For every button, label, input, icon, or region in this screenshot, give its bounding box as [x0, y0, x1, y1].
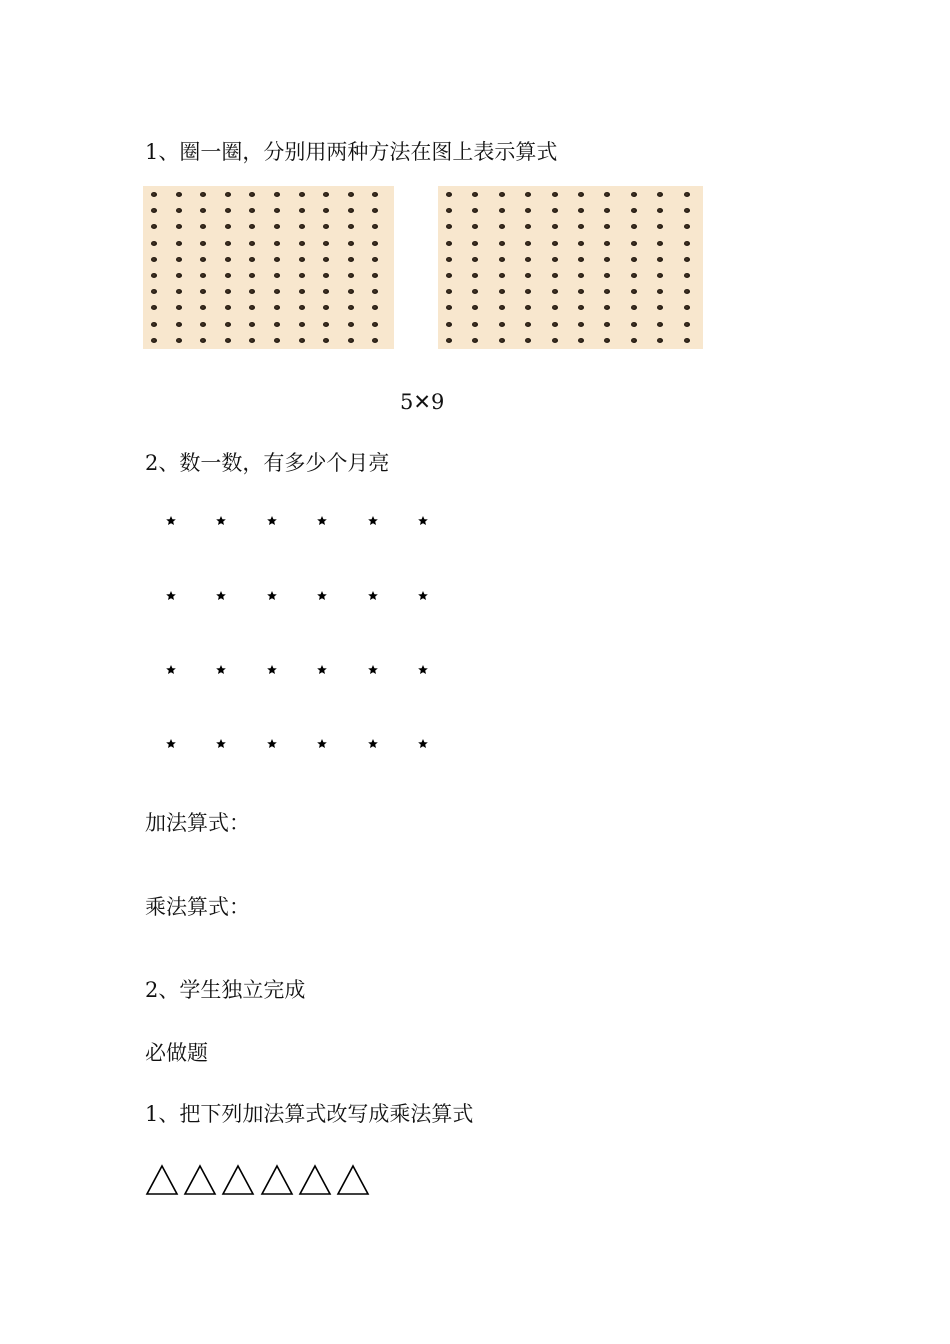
dot — [225, 322, 231, 327]
dot — [348, 208, 354, 213]
dot — [684, 289, 690, 294]
star-and-crescent-icon — [195, 502, 231, 538]
dot — [200, 273, 206, 278]
dot — [151, 224, 157, 229]
dot — [472, 208, 478, 213]
star-and-crescent-icon — [347, 651, 383, 687]
dot — [472, 241, 478, 246]
dot — [274, 322, 280, 327]
dot — [657, 208, 663, 213]
dot — [525, 208, 531, 213]
dot — [684, 192, 690, 197]
dot — [274, 241, 280, 246]
addition-label: 加法算式： — [145, 811, 250, 835]
star-and-crescent-icon — [246, 725, 282, 761]
dot — [604, 322, 610, 327]
dot — [200, 322, 206, 327]
dot — [249, 289, 255, 294]
dot — [446, 322, 452, 327]
dot — [578, 224, 584, 229]
dot — [604, 192, 610, 197]
dot — [151, 208, 157, 213]
star-and-crescent-icon — [347, 502, 383, 538]
dot — [578, 338, 584, 343]
dot — [176, 224, 182, 229]
star-and-crescent-icon — [145, 725, 181, 761]
dot — [631, 338, 637, 343]
dot — [631, 192, 637, 197]
dot — [525, 192, 531, 197]
dot — [323, 241, 329, 246]
dot — [604, 338, 610, 343]
dot — [604, 224, 610, 229]
dot — [578, 305, 584, 310]
dot — [151, 338, 157, 343]
dot — [578, 289, 584, 294]
dot — [249, 322, 255, 327]
dot — [684, 322, 690, 327]
dot — [552, 338, 558, 343]
dot — [372, 257, 378, 262]
dot — [151, 305, 157, 310]
dot — [499, 208, 505, 213]
star-and-crescent-icon — [296, 577, 332, 613]
dot — [176, 338, 182, 343]
dot — [323, 322, 329, 327]
triangle-outline-icon — [183, 1164, 217, 1196]
dot — [323, 289, 329, 294]
dot — [323, 257, 329, 262]
dot — [525, 273, 531, 278]
star-and-crescent-icon — [246, 502, 282, 538]
dot — [225, 273, 231, 278]
dot — [372, 241, 378, 246]
dot — [552, 289, 558, 294]
dot — [472, 322, 478, 327]
dot — [299, 224, 305, 229]
star-and-crescent-icon — [347, 725, 383, 761]
dot — [348, 224, 354, 229]
dot — [372, 289, 378, 294]
dot — [684, 305, 690, 310]
dot — [525, 322, 531, 327]
dot — [446, 241, 452, 246]
dot — [372, 192, 378, 197]
dot — [657, 273, 663, 278]
dot — [323, 338, 329, 343]
dot — [200, 224, 206, 229]
dot — [604, 257, 610, 262]
dot — [472, 273, 478, 278]
dot — [446, 338, 452, 343]
dot — [151, 322, 157, 327]
dot — [176, 208, 182, 213]
dot — [552, 192, 558, 197]
dot — [225, 192, 231, 197]
dot — [225, 289, 231, 294]
dot — [176, 322, 182, 327]
dot — [657, 338, 663, 343]
dot — [176, 273, 182, 278]
triangle-outline-icon — [260, 1164, 294, 1196]
dot — [372, 208, 378, 213]
dot — [151, 192, 157, 197]
dot — [249, 273, 255, 278]
dot — [151, 257, 157, 262]
dot — [249, 305, 255, 310]
dot — [274, 338, 280, 343]
dot — [348, 289, 354, 294]
dot — [472, 257, 478, 262]
dot — [249, 257, 255, 262]
dot — [299, 322, 305, 327]
dot — [525, 257, 531, 262]
dot — [299, 208, 305, 213]
dot — [631, 241, 637, 246]
dot — [472, 338, 478, 343]
dot — [578, 192, 584, 197]
dot — [323, 208, 329, 213]
dot — [348, 192, 354, 197]
dot — [151, 273, 157, 278]
dot — [299, 338, 305, 343]
dot — [684, 338, 690, 343]
triangle-outline-icon — [298, 1164, 332, 1196]
dot — [225, 257, 231, 262]
dot — [604, 289, 610, 294]
dot — [274, 273, 280, 278]
dot — [631, 322, 637, 327]
dot — [372, 338, 378, 343]
dot — [176, 241, 182, 246]
dot — [525, 338, 531, 343]
dot — [472, 192, 478, 197]
dot — [372, 273, 378, 278]
star-and-crescent-icon — [397, 651, 433, 687]
dot — [552, 273, 558, 278]
section1-title: 1、圈一圈，分别用两种方法在图上表示算式 — [145, 140, 558, 164]
dot — [631, 208, 637, 213]
dot — [249, 224, 255, 229]
dot — [274, 289, 280, 294]
dot — [525, 224, 531, 229]
dot — [604, 305, 610, 310]
star-and-crescent-icon — [195, 577, 231, 613]
dot — [684, 273, 690, 278]
dot — [499, 241, 505, 246]
dot — [151, 289, 157, 294]
dot — [446, 273, 452, 278]
dot — [525, 241, 531, 246]
dot-grid-left — [143, 186, 394, 349]
dot — [348, 273, 354, 278]
dot — [578, 208, 584, 213]
dot — [299, 305, 305, 310]
dot — [499, 322, 505, 327]
dot — [499, 305, 505, 310]
dot — [249, 208, 255, 213]
dot — [604, 208, 610, 213]
expression-label: 5✕9 — [400, 390, 445, 414]
dot — [684, 241, 690, 246]
star-and-crescent-icon — [347, 577, 383, 613]
dot — [200, 338, 206, 343]
dot — [446, 257, 452, 262]
dot — [176, 192, 182, 197]
dot — [657, 257, 663, 262]
dot — [472, 289, 478, 294]
dot — [499, 338, 505, 343]
dot — [446, 224, 452, 229]
dot — [657, 241, 663, 246]
dot — [499, 289, 505, 294]
dot — [578, 241, 584, 246]
multiplication-label: 乘法算式： — [145, 895, 250, 919]
dot — [200, 241, 206, 246]
dot — [578, 257, 584, 262]
dot — [499, 224, 505, 229]
star-and-crescent-icon — [397, 502, 433, 538]
dot — [372, 322, 378, 327]
section2-title: 2、数一数，有多少个月亮 — [145, 451, 390, 475]
star-and-crescent-icon — [195, 725, 231, 761]
triangle-outline-icon — [336, 1164, 370, 1196]
dot — [299, 273, 305, 278]
dot-grid-right — [438, 186, 703, 349]
dot — [200, 289, 206, 294]
dot — [552, 241, 558, 246]
star-and-crescent-icon — [145, 651, 181, 687]
dot — [552, 305, 558, 310]
dot — [348, 305, 354, 310]
dot — [299, 192, 305, 197]
dot — [225, 305, 231, 310]
dot — [631, 224, 637, 229]
dot — [200, 305, 206, 310]
dot — [684, 224, 690, 229]
dot — [176, 289, 182, 294]
dot — [348, 241, 354, 246]
dot — [631, 305, 637, 310]
dot — [631, 257, 637, 262]
dot — [274, 192, 280, 197]
dot — [525, 305, 531, 310]
section3-task: 1、把下列加法算式改写成乘法算式 — [145, 1102, 474, 1126]
dot — [323, 273, 329, 278]
dot — [274, 305, 280, 310]
dot — [604, 273, 610, 278]
dot — [631, 289, 637, 294]
dot — [657, 305, 663, 310]
dot — [225, 208, 231, 213]
star-and-crescent-icon — [296, 502, 332, 538]
dot — [657, 322, 663, 327]
dot — [552, 322, 558, 327]
star-and-crescent-icon — [145, 502, 181, 538]
dot — [552, 257, 558, 262]
dot — [499, 273, 505, 278]
dot — [446, 305, 452, 310]
dot — [200, 192, 206, 197]
dot — [200, 257, 206, 262]
section3-title: 2、学生独立完成 — [145, 978, 306, 1002]
dot — [323, 305, 329, 310]
dot — [472, 305, 478, 310]
dot — [151, 241, 157, 246]
dot — [299, 257, 305, 262]
dot — [348, 322, 354, 327]
dot — [176, 257, 182, 262]
dot — [578, 273, 584, 278]
dot — [552, 224, 558, 229]
dot — [225, 338, 231, 343]
star-and-crescent-icon — [296, 651, 332, 687]
dot — [578, 322, 584, 327]
dot — [249, 241, 255, 246]
dot — [472, 224, 478, 229]
star-and-crescent-icon — [397, 577, 433, 613]
dot — [274, 224, 280, 229]
dot — [323, 224, 329, 229]
triangle-outline-icon — [221, 1164, 255, 1196]
dot — [552, 208, 558, 213]
star-and-crescent-icon — [246, 651, 282, 687]
dot — [446, 192, 452, 197]
dot — [249, 192, 255, 197]
dot — [348, 338, 354, 343]
dot — [604, 241, 610, 246]
dot — [200, 208, 206, 213]
dot — [225, 241, 231, 246]
dot — [657, 289, 663, 294]
dot — [372, 224, 378, 229]
dot — [274, 257, 280, 262]
dot — [299, 289, 305, 294]
dot — [274, 208, 280, 213]
dot — [499, 192, 505, 197]
dot — [657, 224, 663, 229]
dot — [684, 208, 690, 213]
dot — [249, 338, 255, 343]
dot — [176, 305, 182, 310]
star-and-crescent-icon — [145, 577, 181, 613]
dot — [525, 289, 531, 294]
section3-subtitle: 必做题 — [145, 1041, 208, 1065]
dot — [225, 224, 231, 229]
dot — [631, 273, 637, 278]
star-and-crescent-icon — [195, 651, 231, 687]
star-and-crescent-icon — [397, 725, 433, 761]
dot — [657, 192, 663, 197]
star-and-crescent-icon — [246, 577, 282, 613]
dot — [446, 208, 452, 213]
dot — [446, 289, 452, 294]
triangle-outline-icon — [145, 1164, 179, 1196]
dot — [372, 305, 378, 310]
dot — [323, 192, 329, 197]
dot — [348, 257, 354, 262]
dot — [499, 257, 505, 262]
dot — [299, 241, 305, 246]
dot — [684, 257, 690, 262]
star-and-crescent-icon — [296, 725, 332, 761]
